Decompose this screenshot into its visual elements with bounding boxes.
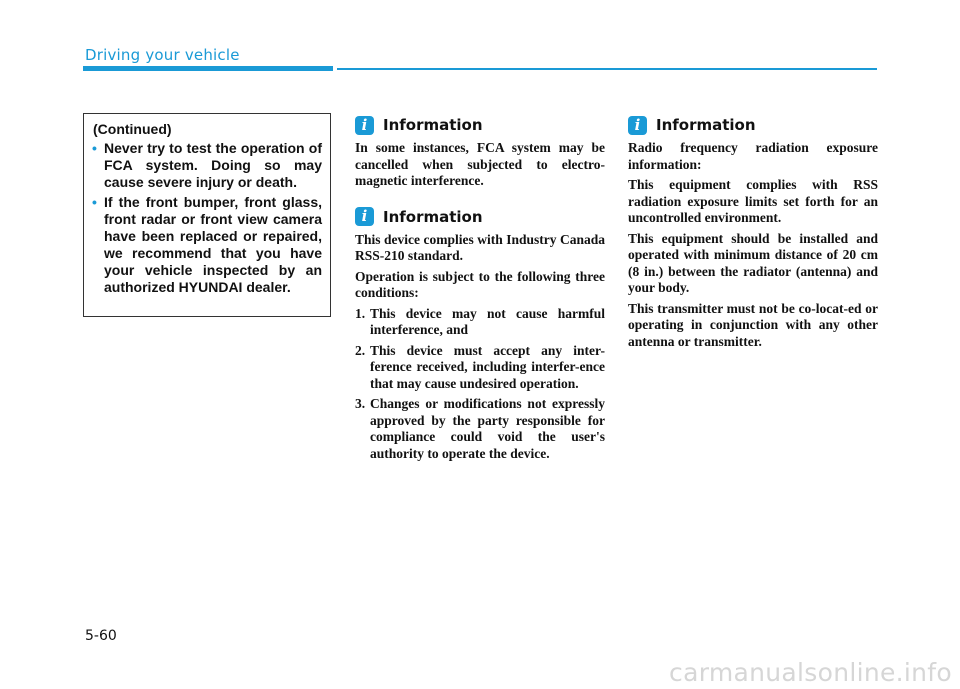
middle-column <box>355 114 605 466</box>
information-block <box>628 114 878 350</box>
watermark: carmanualsonline.info <box>669 658 952 687</box>
info-icon: i <box>355 116 374 135</box>
info-icon: i <box>355 207 374 226</box>
information-block <box>355 206 605 463</box>
information-paragraph: This equipment should be installed and operated with minimum distance of 20 cm (8 in.) between the radiator (antenna) and your body. <box>628 230 878 295</box>
conditions-list <box>355 306 605 463</box>
list-item <box>355 306 605 339</box>
warning-item <box>93 140 322 191</box>
information-title: Information <box>383 116 483 134</box>
information-paragraph: This transmitter must not be co-locat-ed or operating in conjunction with any other antenna or transmitter. <box>628 300 878 349</box>
list-marker: 1. <box>355 305 366 321</box>
list-item <box>355 343 605 393</box>
list-item-text: This device must accept any inter-ference received, including interfer-ence that may cause undesired operation. <box>370 342 605 391</box>
warning-box <box>83 113 331 317</box>
information-header <box>355 114 605 136</box>
list-marker: 2. <box>355 342 366 358</box>
warning-list <box>93 140 322 296</box>
bullet-icon: • <box>92 194 97 210</box>
information-paragraph: Operation is subject to the following three conditions: <box>355 268 605 300</box>
warning-item <box>93 194 322 296</box>
information-block <box>355 114 605 190</box>
warning-title: (Continued) <box>93 121 172 137</box>
warning-item-text: If the front bumper, front glass, front radar or front view camera have been replaced or repaired, we recommend that you have your vehicle inspected by an authorized HYUNDAI dealer. <box>104 194 322 295</box>
information-header <box>628 114 878 136</box>
header-rule-thin <box>337 68 877 70</box>
list-item-text: Changes or modifications not expressly approved by the party responsible for compliance could void the user's authority to operate the device. <box>370 396 605 461</box>
information-paragraph: This device complies with Industry Canada RSS-210 standard. <box>355 231 605 263</box>
bullet-icon: • <box>92 140 97 156</box>
list-marker: 3. <box>355 396 366 411</box>
section-title: Driving your vehicle <box>85 46 240 64</box>
information-title: Information <box>656 116 756 134</box>
right-column <box>628 114 878 354</box>
list-item <box>355 396 605 462</box>
list-item-text: This device may not cause harmful interference, and <box>370 305 605 337</box>
information-title: Information <box>383 207 483 226</box>
warning-item-text: Never try to test the operation of FCA system. Doing so may cause severe injury or death. <box>104 140 322 190</box>
info-icon: i <box>628 116 647 135</box>
information-paragraph: This equipment complies with RSS radiation exposure limits set forth for an uncontrolled environment. <box>628 177 878 225</box>
information-paragraph: In some instances, FCA system may be cancelled when subjected to electro-magnetic interference. <box>355 140 605 188</box>
header-rule-thick <box>83 66 333 71</box>
page-number: 5-60 <box>85 628 117 644</box>
information-paragraph: Radio frequency radiation exposure information: <box>628 140 878 172</box>
information-header <box>355 206 605 228</box>
